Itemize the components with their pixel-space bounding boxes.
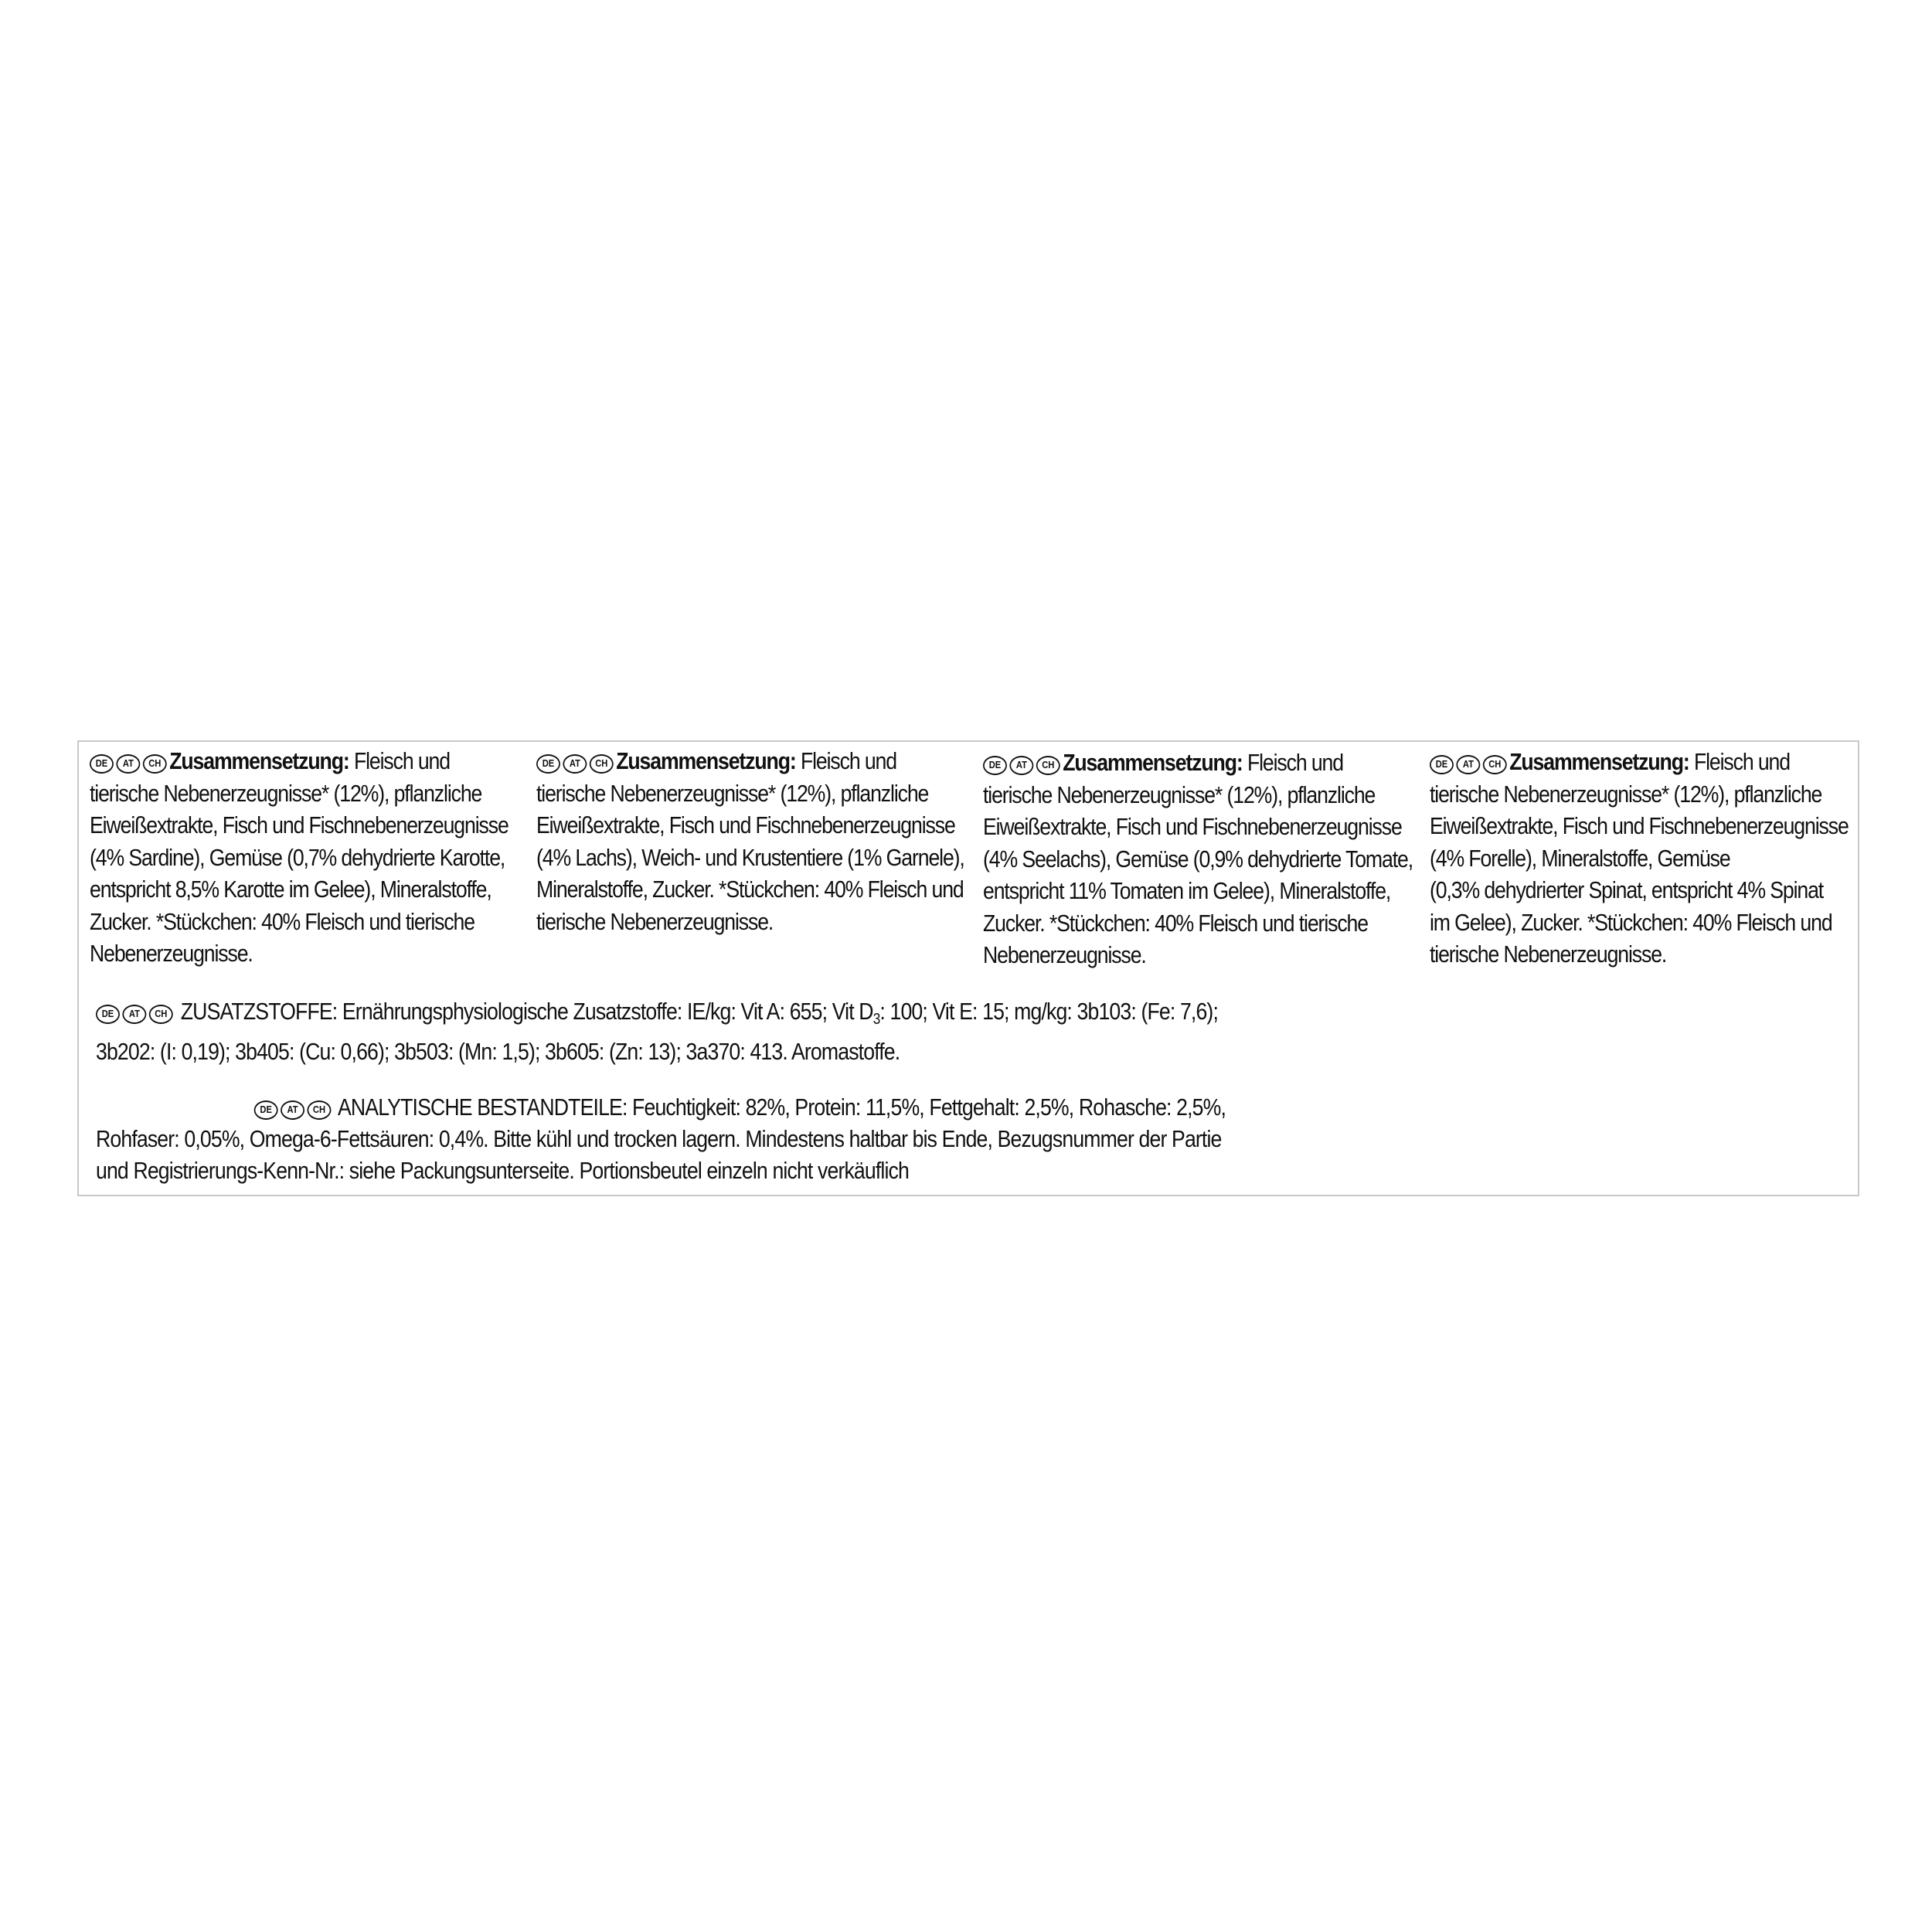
country-flag-at: AT <box>281 1100 304 1120</box>
composition-line: Zucker. *Stückchen: 40% Fleisch und tierische <box>983 909 1368 937</box>
composition-line: (4% Lachs), Weich- und Krustentiere (1% Garnele), <box>536 843 964 871</box>
composition-line: Eiweißextrakte, Fisch und Fischnebenerzeugnisse <box>1430 812 1849 839</box>
composition-variant-1 <box>90 745 509 970</box>
composition-text: Fleisch und <box>795 747 896 774</box>
composition-line: Eiweißextrakte, Fisch und Fischnebenerzeugnisse <box>983 813 1402 840</box>
country-flag-de: DE <box>90 754 114 774</box>
composition-text: Fleisch und <box>1689 748 1790 775</box>
analytical-text: ANALYTISCHE BESTANDTEILE: Feuchtigkeit: 82%, Protein: 11,5%, Fettgehalt: 2,5%, Rohasche: 2,5%, <box>333 1094 1226 1121</box>
composition-line: Zucker. *Stückchen: 40% Fleisch und tierische <box>90 907 474 935</box>
country-flag-at: AT <box>563 754 587 774</box>
vitamin-d-subscript: 3 <box>872 1011 880 1028</box>
analytical-line-3: und Registrierungs-Kenn-Nr.: siehe Packungsunterseite. Portionsbeutel einzeln nicht verkäuflich <box>96 1157 909 1184</box>
composition-line <box>983 747 1413 779</box>
country-flag-ch: CH <box>1483 755 1507 774</box>
composition-variant-3 <box>983 747 1413 971</box>
composition-line: Eiweißextrakte, Fisch und Fischnebenerzeugnisse <box>90 811 509 838</box>
composition-variant-4 <box>1430 746 1849 971</box>
composition-line: tierische Nebenerzeugnisse* (12%), pflanzliche <box>536 779 929 807</box>
composition-line: Nebenerzeugnisse. <box>90 940 253 967</box>
country-flag-at: AT <box>122 1005 146 1024</box>
country-flag-de: DE <box>536 754 560 774</box>
additives-line-2: 3b202: (I: 0,19); 3b405: (Cu: 0,66); 3b503: (Mn: 1,5); 3b605: (Zn: 13); 3a370: 413. Aromastoffe. <box>96 1038 900 1065</box>
composition-line: entspricht 11% Tomaten im Gelee), Mineralstoffe, <box>983 877 1391 904</box>
country-flag-de: DE <box>1430 755 1454 774</box>
composition-line: (4% Forelle), Mineralstoffe, Gemüse <box>1430 844 1730 872</box>
composition-line: tierische Nebenerzeugnisse. <box>536 907 774 935</box>
composition-text: Fleisch und <box>349 747 450 774</box>
country-flag-de: DE <box>254 1100 278 1120</box>
composition-line: Mineralstoffe, Zucker. *Stückchen: 40% Fleisch und <box>536 876 964 903</box>
country-flag-de: DE <box>983 756 1007 775</box>
composition-line: Nebenerzeugnisse. <box>983 941 1146 968</box>
country-flag-ch: CH <box>307 1100 331 1120</box>
country-flag-at: AT <box>1456 755 1480 774</box>
composition-line: (4% Seelachs), Gemüse (0,9% dehydrierte Tomate, <box>983 845 1413 872</box>
composition-line <box>536 745 964 777</box>
composition-line: tierische Nebenerzeugnisse* (12%), pflanzliche <box>983 781 1376 808</box>
additives-text: ZUSATZSTOFFE: Ernährungsphysiologische Zusatzstoffe: IE/kg: Vit A: 655; Vit D <box>175 998 873 1025</box>
composition-line: tierische Nebenerzeugnisse* (12%), pflanzliche <box>90 779 482 807</box>
analytical-section <box>96 1091 1226 1186</box>
composition-heading: Zusammensetzung: <box>616 747 796 774</box>
additives-line-1 <box>96 995 1218 1036</box>
country-flag-at: AT <box>116 754 140 774</box>
composition-variant-2 <box>536 745 964 937</box>
composition-line: Eiweißextrakte, Fisch und Fischnebenerzeugnisse <box>536 811 955 838</box>
composition-line <box>1430 746 1849 778</box>
country-flag-at: AT <box>1009 756 1033 775</box>
analytical-line-2: Rohfaser: 0,05%, Omega-6-Fettsäuren: 0,4%. Bitte kühl und trocken lagern. Mindestens haltbar bis Ende, Bezugsnummer der Partie <box>96 1125 1222 1152</box>
country-flag-ch: CH <box>590 754 614 774</box>
composition-line: tierische Nebenerzeugnisse. <box>1430 940 1667 968</box>
composition-heading: Zusammensetzung: <box>1509 748 1689 775</box>
country-flag-ch: CH <box>1036 756 1060 775</box>
country-flag-ch: CH <box>143 754 167 774</box>
composition-heading: Zusammensetzung: <box>169 747 349 774</box>
additives-text: : 100; Vit E: 15; mg/kg: 3b103: (Fe: 7,6); <box>879 998 1219 1025</box>
composition-line: entspricht 8,5% Karotte im Gelee), Mineralstoffe, <box>90 876 492 903</box>
analytical-line-1 <box>96 1091 1226 1123</box>
composition-text: Fleisch und <box>1242 749 1343 776</box>
composition-line: tierische Nebenerzeugnisse* (12%), pflanzliche <box>1430 780 1822 808</box>
country-flag-ch: CH <box>149 1005 173 1024</box>
composition-line <box>90 745 509 777</box>
composition-line: (4% Sardine), Gemüse (0,7% dehydrierte Karotte, <box>90 843 505 871</box>
country-flag-de: DE <box>96 1005 120 1024</box>
additives-section <box>96 995 1218 1067</box>
composition-line: (0,3% dehydrierter Spinat, entspricht 4% Spinat <box>1430 876 1824 903</box>
composition-heading: Zusammensetzung: <box>1063 749 1243 776</box>
composition-line: im Gelee), Zucker. *Stückchen: 40% Fleisch und <box>1430 908 1832 936</box>
ingredients-label-panel <box>77 740 1859 1196</box>
